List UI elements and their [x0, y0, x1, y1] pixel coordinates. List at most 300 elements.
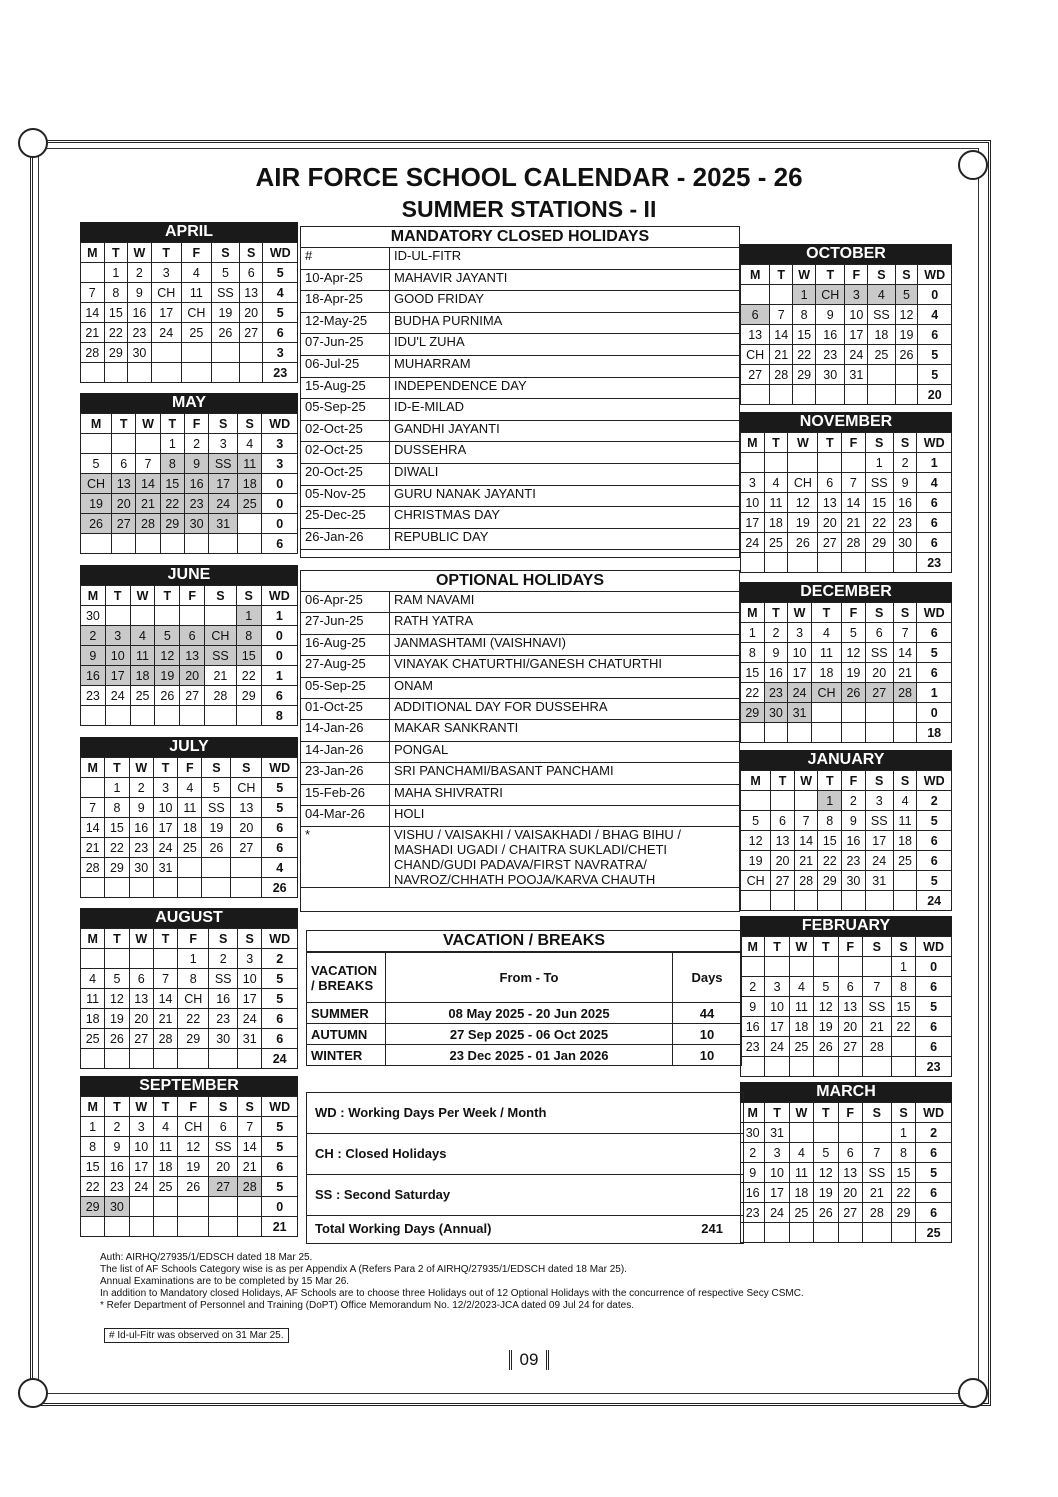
day-cell [741, 453, 765, 473]
day-cell: 18 [893, 831, 917, 851]
day-cell: 3 [765, 1143, 789, 1163]
day-cell: 16 [741, 1017, 765, 1037]
day-cell [764, 553, 788, 573]
day-cell: 9 [741, 1163, 765, 1183]
week-row [741, 1183, 952, 1203]
holiday-name: VISHU / VAISAKHI / VAISAKHADI / BHAG BIHU / MASHADI UGADI / CHAITRA SUKLADI/CHETI CHAND/GUDI PADAVA/FIRST NAVRATRA/ NAVROZ/CHHATH POOJA/KARVA CHAUTH [390, 827, 740, 888]
day-cell [789, 957, 813, 977]
week-row [741, 513, 952, 533]
day-header: F [181, 243, 211, 263]
day-cell: 6 [771, 811, 795, 831]
day-header: M [81, 586, 106, 606]
day-cell: 8 [160, 454, 184, 474]
day-cell: 28 [136, 514, 160, 534]
day-cell: 22 [104, 323, 128, 343]
legend-wd: WD : Working Days Per Week / Month [307, 1093, 743, 1134]
day-cell [105, 949, 129, 969]
day-cell [814, 1123, 838, 1143]
day-cell: 22 [178, 1009, 209, 1029]
day-cell [81, 878, 105, 898]
day-cell [788, 553, 818, 573]
week-row [81, 626, 298, 646]
holiday-date: 01-Oct-25 [301, 698, 390, 719]
day-cell [838, 1223, 862, 1243]
day-header: S [205, 586, 237, 606]
from-to-col-header: From - To [386, 953, 673, 1003]
day-cell: 10 [788, 643, 812, 663]
day-cell: 18 [764, 513, 788, 533]
day-cell: 1 [236, 606, 261, 626]
day-cell: 8 [793, 305, 816, 325]
day-cell [105, 1217, 129, 1237]
day-cell: 2 [741, 1143, 765, 1163]
day-cell: 18 [811, 663, 841, 683]
day-cell: 11 [153, 1137, 177, 1157]
day-header: T [151, 243, 181, 263]
day-cell: 20 [209, 1157, 238, 1177]
working-days-cell: 6 [917, 513, 952, 533]
day-cell: 22 [105, 838, 129, 858]
day-cell [895, 365, 918, 385]
day-cell [105, 878, 129, 898]
day-cell: 26 [842, 683, 866, 703]
month-may [80, 393, 298, 554]
day-cell [862, 1057, 891, 1077]
day-cell: 20 [180, 666, 205, 686]
day-cell [842, 553, 866, 573]
week-row [741, 1037, 952, 1057]
day-cell: 1 [793, 285, 816, 305]
day-header: W [128, 243, 152, 263]
week-row [741, 1017, 952, 1037]
day-cell: 7 [862, 1143, 891, 1163]
day-cell: 11 [130, 646, 155, 666]
day-cell: 7 [770, 305, 793, 325]
day-cell [891, 1057, 915, 1077]
holiday-row [301, 399, 739, 421]
day-header: WD [916, 1103, 952, 1123]
day-cell: 17 [865, 831, 893, 851]
day-cell: 20 [818, 513, 842, 533]
day-cell: 11 [181, 283, 211, 303]
day-header: W [788, 603, 812, 623]
week-row [741, 1057, 952, 1077]
vacation-dates: 27 Sep 2025 - 06 Oct 2025 [386, 1024, 673, 1045]
day-cell: 4 [868, 285, 895, 305]
holiday-row [301, 420, 739, 442]
week-row [81, 1217, 298, 1237]
day-cell: 18 [130, 666, 155, 686]
mandatory-holidays-section [300, 226, 740, 558]
day-cell: 17 [153, 818, 177, 838]
working-days-cell: 6 [917, 831, 952, 851]
week-row [741, 997, 952, 1017]
month-grid [740, 1102, 952, 1243]
holiday-row [301, 827, 739, 888]
day-cell [160, 534, 184, 554]
day-cell [765, 1223, 789, 1243]
day-cell: 13 [818, 493, 842, 513]
day-header: T [153, 1097, 177, 1117]
day-cell [129, 878, 153, 898]
day-cell [209, 534, 238, 554]
month-name: JULY [80, 737, 298, 757]
day-cell: 23 [842, 851, 866, 871]
day-header: S [209, 929, 238, 949]
day-cell: 4 [811, 623, 841, 643]
holiday-date: 05-Sep-25 [301, 677, 390, 698]
day-cell: 29 [865, 533, 893, 553]
day-cell [794, 791, 818, 811]
day-cell [818, 891, 842, 911]
day-cell: 21 [81, 838, 105, 858]
working-days-cell: 6 [917, 533, 952, 553]
day-header: T [764, 603, 788, 623]
vacation-col-header: VACATION / BREAKS [307, 953, 386, 1003]
day-header: W [788, 433, 818, 453]
working-days-cell: 0 [262, 514, 298, 534]
day-cell: 28 [770, 365, 793, 385]
day-cell [81, 363, 105, 383]
day-cell: 31 [788, 703, 812, 723]
day-cell: 7 [893, 623, 917, 643]
day-cell: 24 [865, 851, 893, 871]
day-cell: CH [181, 303, 211, 323]
day-cell: 5 [814, 977, 838, 997]
day-cell: 17 [845, 325, 868, 345]
day-cell: 28 [893, 683, 917, 703]
day-cell: CH [178, 1117, 209, 1137]
day-cell: 9 [741, 997, 765, 1017]
holiday-row [301, 805, 739, 826]
holiday-date: * [301, 827, 390, 888]
day-cell: 13 [741, 325, 770, 345]
working-days-cell: 6 [916, 977, 952, 997]
day-cell [765, 957, 789, 977]
day-cell: 5 [81, 454, 112, 474]
day-cell: 20 [239, 303, 263, 323]
day-cell: 6 [112, 454, 136, 474]
day-cell [818, 553, 842, 573]
day-cell [236, 706, 261, 726]
day-cell [178, 1197, 209, 1217]
day-cell: 16 [893, 493, 917, 513]
holiday-name: MAKAR SANKRANTI [390, 720, 740, 741]
day-cell [105, 706, 130, 726]
holiday-date: 12-May-25 [301, 312, 390, 334]
holiday-row [301, 463, 739, 485]
day-cell [838, 957, 862, 977]
day-cell [741, 891, 771, 911]
week-row [81, 343, 298, 363]
day-cell: 26 [814, 1037, 838, 1057]
day-header: S [238, 414, 262, 434]
day-cell: 12 [105, 989, 129, 1009]
day-cell [180, 706, 205, 726]
holiday-name: GOOD FRIDAY [390, 291, 740, 313]
day-cell: 12 [895, 305, 918, 325]
day-header: S [202, 758, 231, 778]
day-cell: 17 [765, 1183, 789, 1203]
day-header: M [741, 603, 765, 623]
day-cell: 29 [818, 871, 842, 891]
working-days-cell: 3 [262, 454, 298, 474]
day-header: W [129, 1097, 153, 1117]
day-cell: 8 [104, 283, 128, 303]
working-days-cell: 5 [263, 263, 298, 283]
day-cell [741, 553, 765, 573]
day-header: T [770, 265, 793, 285]
day-cell: 29 [160, 514, 184, 534]
day-header: S [862, 937, 891, 957]
day-cell: 24 [209, 494, 238, 514]
day-cell [771, 791, 795, 811]
day-cell: 1 [891, 957, 915, 977]
day-cell [862, 1223, 891, 1243]
week-row [741, 533, 952, 553]
day-cell: 17 [765, 1017, 789, 1037]
holiday-name: MAHA SHIVRATRI [390, 784, 740, 805]
week-row [81, 1197, 298, 1217]
day-cell [814, 957, 838, 977]
week-row [741, 305, 952, 325]
day-cell: 27 [818, 533, 842, 553]
day-header: F [838, 1103, 862, 1123]
day-cell [231, 878, 262, 898]
vacation-row [307, 1045, 742, 1066]
day-cell: 8 [81, 1137, 105, 1157]
day-cell: 23 [128, 323, 152, 343]
day-header: M [81, 414, 112, 434]
day-cell: 4 [893, 791, 917, 811]
day-cell: 19 [814, 1183, 838, 1203]
day-cell: 10 [765, 1163, 789, 1183]
vacation-name: AUTUMN [307, 1024, 386, 1045]
day-cell: 16 [842, 831, 866, 851]
day-header: T [764, 433, 788, 453]
day-cell: SS [868, 305, 895, 325]
working-days-cell: 3 [262, 434, 298, 454]
week-row [741, 791, 952, 811]
month-grid [740, 770, 952, 911]
day-cell [811, 723, 841, 743]
day-cell: 15 [818, 831, 842, 851]
month-grid [80, 1096, 298, 1237]
week-row [741, 1143, 952, 1163]
day-header: M [81, 929, 105, 949]
day-cell [202, 878, 231, 898]
working-days-cell: 5 [263, 303, 298, 323]
day-header: S [891, 937, 915, 957]
holiday-row [301, 677, 739, 698]
month-name: AUGUST [80, 908, 298, 928]
day-cell: 27 [771, 871, 795, 891]
day-cell: 29 [105, 858, 129, 878]
day-cell: 25 [238, 494, 262, 514]
working-days-cell: 24 [262, 1049, 298, 1069]
working-days-cell: 5 [918, 365, 952, 385]
week-row [81, 969, 298, 989]
day-cell: 27 [209, 1177, 238, 1197]
day-cell: 3 [209, 434, 238, 454]
day-cell: 29 [236, 686, 261, 706]
day-cell: 6 [838, 1143, 862, 1163]
month-name: JUNE [80, 565, 298, 585]
day-cell: 4 [789, 977, 813, 997]
week-row [741, 365, 952, 385]
day-header: T [105, 758, 129, 778]
holiday-name: INDEPENDENCE DAY [390, 377, 740, 399]
day-header: M [81, 243, 105, 263]
day-cell: 23 [105, 1177, 129, 1197]
day-cell: 4 [181, 263, 211, 283]
working-days-cell: 5 [262, 778, 298, 798]
day-cell: 21 [81, 323, 105, 343]
day-cell: 9 [842, 811, 866, 831]
day-cell: 4 [130, 626, 155, 646]
holiday-row [301, 763, 739, 784]
week-row [741, 325, 952, 345]
day-cell: 21 [136, 494, 160, 514]
holiday-row [301, 485, 739, 507]
day-cell: 28 [153, 1029, 177, 1049]
week-row [741, 345, 952, 365]
day-header: S [211, 243, 239, 263]
day-cell: 17 [151, 303, 181, 323]
week-row [81, 798, 298, 818]
day-cell: 1 [160, 434, 184, 454]
day-cell: 9 [81, 646, 106, 666]
week-row [741, 453, 952, 473]
working-days-cell: 5 [918, 345, 952, 365]
working-days-cell: 6 [917, 493, 952, 513]
holiday-date: 05-Sep-25 [301, 399, 390, 421]
day-cell [741, 1223, 765, 1243]
day-cell [868, 365, 895, 385]
working-days-cell: 0 [918, 285, 952, 305]
holiday-name: ADDITIONAL DAY FOR DUSSEHRA [390, 698, 740, 719]
day-cell: 16 [741, 1183, 765, 1203]
week-row [741, 811, 952, 831]
working-days-cell: 5 [262, 1137, 298, 1157]
month-october [740, 244, 952, 405]
week-row [741, 473, 952, 493]
optional-holidays-table [301, 592, 739, 888]
day-cell: 9 [128, 283, 152, 303]
day-cell: 19 [155, 666, 180, 686]
day-cell: 19 [202, 818, 231, 838]
day-cell: 21 [238, 1157, 262, 1177]
day-header: S [865, 771, 893, 791]
week-row [741, 553, 952, 573]
day-cell [238, 1197, 262, 1217]
working-days-cell: 6 [917, 663, 952, 683]
day-cell: 3 [765, 977, 789, 997]
day-cell: 2 [209, 949, 238, 969]
day-cell [209, 1049, 238, 1069]
day-cell: 1 [178, 949, 209, 969]
week-row [81, 454, 298, 474]
day-cell [239, 363, 263, 383]
day-cell: 22 [793, 345, 816, 365]
id-ul-fitr-note: # Id-ul-Fitr was observed on 31 Mar 25. [104, 1328, 289, 1343]
day-cell [178, 1217, 209, 1237]
vacation-heading: VACATION / BREAKS [306, 930, 742, 952]
day-cell [155, 706, 180, 726]
day-cell: 30 [184, 514, 208, 534]
week-row [81, 1117, 298, 1137]
day-cell [814, 1223, 838, 1243]
holiday-row [301, 720, 739, 741]
holiday-date: 10-Apr-25 [301, 269, 390, 291]
day-header: S [862, 1103, 891, 1123]
day-cell: 5 [211, 263, 239, 283]
day-cell: 10 [765, 997, 789, 1017]
day-cell: 1 [891, 1123, 915, 1143]
holiday-date: 14-Jan-26 [301, 741, 390, 762]
week-row [741, 643, 952, 663]
holiday-date: 15-Feb-26 [301, 784, 390, 805]
day-cell [81, 949, 105, 969]
corner-ornament-icon [18, 128, 48, 158]
day-cell: 23 [81, 686, 106, 706]
day-cell: 8 [891, 977, 915, 997]
day-cell [865, 703, 893, 723]
day-cell: 20 [771, 851, 795, 871]
working-days-cell: 6 [918, 325, 952, 345]
month-december [740, 582, 952, 743]
day-cell: 3 [105, 626, 130, 646]
footnote: The list of AF Schools Category wise is as per Appendix A (Refers Para 2 of AIRHQ/27935/1/EDSCH dated 18 Mar 25). [100, 1264, 627, 1275]
day-header: WD [917, 603, 952, 623]
working-days-cell: 23 [263, 363, 298, 383]
day-cell: 21 [893, 663, 917, 683]
day-cell [129, 1049, 153, 1069]
day-header: M [741, 937, 765, 957]
holiday-date: 06-Jul-25 [301, 355, 390, 377]
working-days-cell: 4 [263, 283, 298, 303]
day-cell: 20 [838, 1017, 862, 1037]
holiday-row [301, 291, 739, 313]
week-row [81, 1157, 298, 1177]
day-cell: 18 [178, 818, 202, 838]
day-cell [209, 1217, 238, 1237]
day-cell: 4 [81, 969, 105, 989]
week-row [81, 686, 298, 706]
day-cell: 13 [771, 831, 795, 851]
day-cell: 7 [842, 473, 866, 493]
day-cell [793, 385, 816, 405]
day-cell: 27 [838, 1203, 862, 1223]
day-cell: 2 [741, 977, 765, 997]
day-cell [128, 363, 152, 383]
day-header: F [845, 265, 868, 285]
day-cell: 7 [794, 811, 818, 831]
day-cell: 27 [231, 838, 262, 858]
day-cell: 1 [105, 778, 129, 798]
month-grid [80, 757, 298, 898]
day-cell: 26 [202, 838, 231, 858]
working-days-cell: 6 [916, 1143, 952, 1163]
day-cell: 17 [209, 474, 238, 494]
day-cell [818, 453, 842, 473]
day-cell: 20 [112, 494, 136, 514]
holiday-row [301, 741, 739, 762]
vacation-dates: 08 May 2025 - 20 Jun 2025 [386, 1003, 673, 1024]
day-cell: 7 [862, 977, 891, 997]
day-cell [893, 703, 917, 723]
day-header: M [741, 265, 770, 285]
